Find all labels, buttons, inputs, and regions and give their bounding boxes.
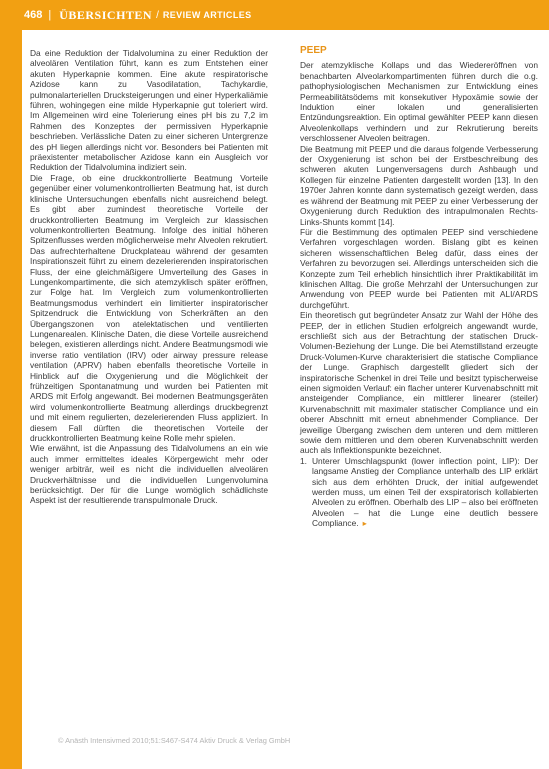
end-mark-icon: ▸ xyxy=(362,518,367,529)
header-separator: | xyxy=(48,9,52,21)
page-header xyxy=(0,0,549,30)
section-title: ÜBERSICHTEN xyxy=(59,7,153,22)
paragraph: Wie erwähnt, ist die Anpassung des Tidalvolumens an ein wie auch immer ermitteltes ideales Körpergewicht mehr oder weniger arbiträr, weil es nicht die individuellen alveolären Druckverhältnisse und die individuellen Lungenvolumina berücksichtigt. Der für die Lunge womöglich schädlichste Aspekt ist der resultierende transpulmonale Druck. xyxy=(30,443,268,506)
paragraph: Die Frage, ob eine druckkontrollierte Beatmung Vorteile gegenüber einer volumenkontrollierten Beatmung hat, ist durch klinische Untersuchungen ebenfalls nicht ausreichend belegt. Es gibt aber zumindest theoretische Vorteile der druckkontrollierten Beatmung im Vergleich zur klassischen volumenkontrollierten Beatmung. Infolge des initial höheren Spitzenflusses werden möglicherweise mehr Alveolen rekrutiert. Das aufrechterhaltene Druckplateau während der gesamten Inspirationszeit führt zu einem dezelerierenden inspiratorischen Fluss, der eine gleichmäßigere Umverteilung des Gases in Lungenkompartimente, die sich atemzyklisch später eröffnen, zur Folge hat. Im Vergleich zum volumenkontrollierten Beatmungsmodus verhindert ein limitierter inspiratorischer Spitzendruck die Entwicklung von Scherkräften an den Übergangszonen von atelektatischen und ventilierten Lungenarealen. Klinische Daten, die diese Vorteile ausreichend belegen, existieren allerdings nicht. Andere Beatmungsmodi wie inverse ratio ventilation (IRV) oder airway pressure release ventilation (APRV) haben ebenfalls theoretische Vorteile in Hinblick auf die Oxygenierung und die Möglichkeit der frühzeitigen Spontanatmung und wurden bei Patienten mit ARDS mit Erfolg angewandt. Bei modernen Beatmungsgeräten wird volumenkontrollierte Beatmung allerdings druckbegrenzt und mit einem regulierten, dezelerierenden Fluss appliziert. In diesem Fall dürften die theoretischen Vorteile der druckkontrollierten Beatmung keine Rolle mehr spielen. xyxy=(30,172,268,444)
list-item xyxy=(300,456,538,529)
paragraph: Da eine Reduktion der Tidalvolumina zu einer Reduktion der alveolären Ventilation führt, kann es zum Entstehen einer akuten Hyperkapnie kommen. Eine akute respiratorische Azidose kann zu Vasodilatation, Tachykardie, pulmonalarteriellen Drucksteigerungen und einer Hyperkaliämie führen, wohingegen eine milde Hyperkapnie gut toleriert wird. Im Allgemeinen wird eine Tolerierung eines pH bis zu 7,2 im Rahmen des Konzeptes der permissiven Hyperkapnie beschrieben. Verlässliche Daten zu einer sicheren Untergrenze des pH liegen allerdings nicht vor. Besonders bei Patienten mit präexistenter metabolischer Azidose kann ein Ausgleich vor Reduktion der Tidalvolumina indiziert sein. xyxy=(30,48,268,173)
paragraph: Der atemzyklische Kollaps und das Wiedereröffnen von benachbarten Alveolarkompartimenten führen durch die o.g. pathophysiologischen Mechanismen zur Entwicklung eines Permeabilitätsödems mit konsekutiver Hypoxämie sowie der Induktion einer lokalen und generalisierten Entzündungsreaktion. Ein optimal gewählter PEEP kann diesen Alveolenkollaps verhindern und zur Rekrutierung bereits verschlossener Alveolen beitragen. xyxy=(300,60,538,144)
list-text: Unterer Umschlagspunkt (lower inflection point, LIP): Der langsame Anstieg der Compliance unterhalb des LIP erklärt sich aus dem erhöhten Druck, der initial aufgewendet werden muss, um einen Teil der exspiratorisch kollabierten Alveolen zu eröffnen. Oberhalb des LIP – also bei eröffneten Alveolen – hat die Lunge eine deutlich bessere Compliance. xyxy=(312,455,538,529)
list-item-body xyxy=(312,456,538,529)
paragraph: Für die Bestimmung des optimalen PEEP sind verschiedene Verfahren vorgeschlagen worden. Bislang gibt es keinen sicheren wissenschaftlichen Beleg dafür, dass eines der Verfahren zu bevorzugen sei. Allerdings unterscheiden sich die Konzepte zum Teil erheblich hinsichtlich ihrer Praktikabilität im klinischen Alltag. Die große Mehrzahl der Untersuchungen zur Anwendung von PEEP wurde bei Patienten mit ALI/ARDS durchgeführt. xyxy=(300,226,538,310)
page-footer: © Anästh Intensivmed 2010;51:S467-S474 Aktiv Druck & Verlag GmbH xyxy=(58,736,291,745)
paragraph: Ein theoretisch gut begründeter Ansatz zur Wahl der Höhe des PEEP, der in etlichen Studien erfolgreich angewandt wurde, erschließt sich aus der Betrachtung der statischen Druck-Volumen-Beziehung der Lunge. Die bei Atemstillstand erzeugte Druck-Volumen-Kurve charakterisiert die statische Compliance der Lunge. Graphisch dargestellt gliedert sich der inspiratorische Schenkel in drei Teile und besitzt typischerweise einen sigmoiden Verlauf: ein flacher unterer Kurvenabschnitt mit ansteigender Compliance, ein mittlerer linearer (steiler) Kurvenabschnitt mit maximaler statischer Compliance und ein oberer Abschnitt mit erneut abnehmender Compliance. Der jeweilige Übergang zwischen dem unteren und dem mittleren sowie dem mittleren und dem oberen Kurvenabschnitt werden auch als Inflektionspunkte bezeichnet. xyxy=(300,310,538,456)
side-color-bar xyxy=(0,0,22,769)
section-heading: PEEP xyxy=(300,45,327,56)
article-body xyxy=(30,46,538,736)
page-number: 468 xyxy=(24,9,43,21)
paragraph: Die Beatmung mit PEEP und die daraus folgende Verbesserung der Oxygenierung ist schon bei der Erstbeschreibung des schweren akuten Lungenversagens durch Ashbaugh und Kollegen für einzelne Patienten dargestellt worden [13]. In den 1970er Jahren konnte dann systematisch gezeigt werden, dass es während der Beatmung mit PEEP zu einer Verbesserung der Oxygenierung durch Reduktion des intrapulmonalen Rechts-Links-Shunts kommt [14]. xyxy=(300,143,538,227)
right-column xyxy=(300,46,538,529)
header-divider-slash: / xyxy=(156,9,159,21)
left-column xyxy=(30,48,268,506)
section-subtitle: REVIEW ARTICLES xyxy=(162,10,252,20)
list-number: 1. xyxy=(300,455,307,466)
